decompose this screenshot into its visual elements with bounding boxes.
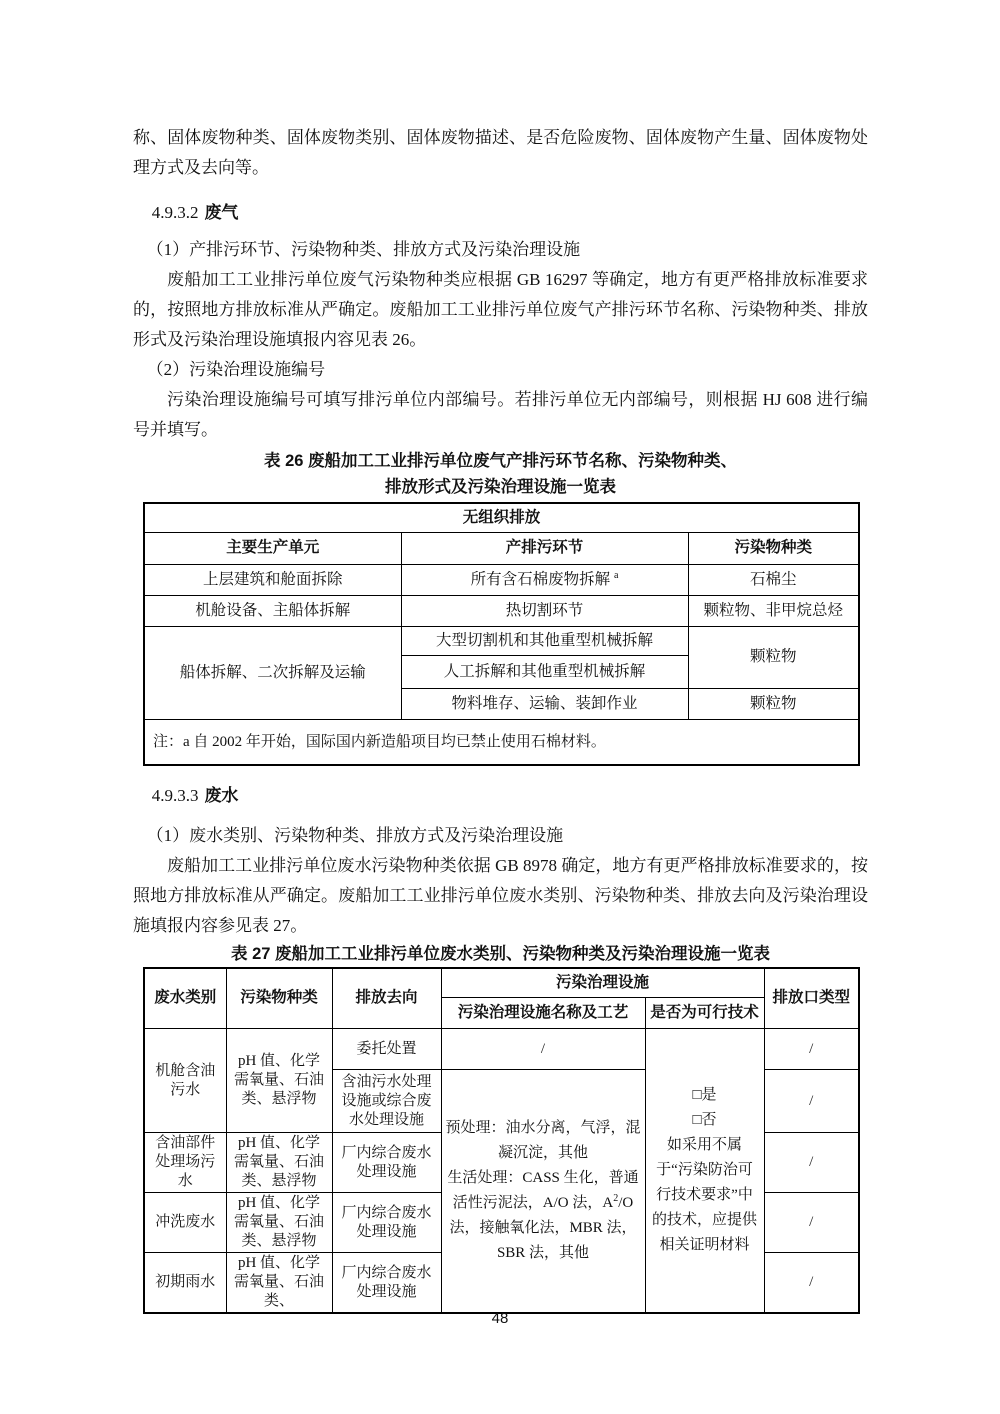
cell-unit-engine-room: 机舱设备、主船体拆解 (144, 595, 401, 626)
table26-title-line2: 排放形式及污染治理设施一览表 (385, 478, 616, 496)
gas-item-1: （1）产排污环节、污染物种类、排放方式及污染治理设施 (146, 240, 581, 259)
page-number: 48 (491, 1310, 509, 1327)
cell-stage-large-cutter: 大型切割机和其他重型机械拆解 (401, 626, 688, 655)
cell-outlet-slash-2 (764, 1070, 859, 1133)
table-row (144, 564, 859, 595)
cell-type-oily-parts-water: 含油部件处理场污水 (144, 1133, 226, 1193)
col-header-facility-name-process: 污染治理设施名称及工艺 (441, 998, 645, 1029)
water-paragraph-1: 废船加工工业排污单位废水污染物种类依据 GB 8978 确定，地方有更严格排放标准要求的，按照地方排放标准从严确定。废船加工工业排污单位废水类别、污染物种类、排放去向及污染治理设施填报内容参见表 27。 (133, 855, 868, 935)
col-header-treatment-facility-group: 污染治理设施 (441, 968, 764, 998)
facility-pretreatment: 预处理：油水分离，气浮，混凝沉淀，其他 (445, 1120, 641, 1161)
feasible-note: 如采用不属于“污染防治可行技术要求”中的技术，应提供相关证明材料 (652, 1137, 758, 1253)
col-header-discharge-destination: 排放去向 (332, 968, 441, 1029)
cell-pollutant-asbestos-dust: 石棉尘 (688, 564, 859, 595)
table27-title: 表 27 废船加工工业排污单位废水类别、污染物种类及污染治理设施一览表 (230, 944, 771, 963)
cell-unit-superstructure: 上层建筑和舱面拆除 (144, 564, 401, 595)
cell-outlet-slash-3 (764, 1133, 859, 1193)
cell-facility-slash (441, 1029, 645, 1070)
col-header-outlet-type: 排放口类型 (764, 968, 859, 1029)
table-row (144, 626, 859, 655)
cell-type-rinse-wastewater: 冲洗废水 (144, 1193, 226, 1253)
col-header-pollution-stage: 产排污环节 (401, 532, 688, 564)
water-item-1: （1）废水类别、污染物种类、排放方式及污染治理设施 (146, 825, 564, 845)
section-number: 4.9.3.2 (151, 203, 199, 222)
cell-dest-plant-comprehensive-2: 厂内综合废水处理设施 (332, 1193, 441, 1253)
intro-paragraph: 称、固体废物种类、固体废物类别、固体废物描述、是否危险废物、固体废物产生量、固体废物处理方式及去向等。 (133, 128, 868, 177)
facility-text-a: 生活处理：CASS 生化，普通活性污泥法，A/O 法，A (447, 1170, 639, 1211)
table-row (144, 503, 859, 532)
cell-pollutant-r3: pH 值、化学需氧量、石油类、悬浮物 (226, 1133, 332, 1193)
table-26 (143, 502, 860, 766)
cell-outlet-slash-1 (764, 1029, 859, 1070)
stage-text: 所有含石棉废物拆解 (470, 570, 611, 588)
cell-dest-plant-comprehensive-1: 厂内综合废水处理设施 (332, 1133, 441, 1193)
table-note-row (144, 719, 859, 765)
slash-mark: / (809, 1040, 814, 1057)
cell-feasible-technology (645, 1029, 764, 1314)
cell-pollutant-particulate-1: 颗粒物 (688, 626, 859, 688)
section-number: 4.9.3.3 (151, 785, 199, 805)
slash-mark: / (809, 1092, 814, 1109)
checkbox-yes[interactable]: □是 (692, 1087, 717, 1103)
checkbox-no[interactable]: □否 (692, 1112, 717, 1128)
table26-title-line1: 表 26 废船加工工业排污单位废气产排污环节名称、污染物种类、 (263, 452, 738, 470)
gas-paragraph-2: 污染治理设施编号可填写排污单位内部编号。若排污单位无内部编号，则根据 HJ 608 进行编号并填写。 (133, 390, 868, 439)
table-27 (143, 967, 860, 1315)
slash-mark: / (809, 1154, 814, 1170)
gas-paragraph-1: 废船加工工业排污单位废气污染物种类应根据 GB 16297 等确定，地方有更严格排放标准要求的，按照地方排放标准从严确定。废船加工工业排污单位废气产排污环节名称、污染物种类、排放形式及污染治理设施填报内容见表 26。 (133, 270, 868, 349)
section-heading-4-9-3-3 (133, 781, 868, 811)
cell-stage-asbestos (401, 564, 688, 595)
table26-note: 注：a 自 2002 年开始，国际国内新造船项目均已禁止使用石棉材料。 (144, 719, 859, 765)
section-title: 废水 (204, 785, 239, 805)
col-header-wastewater-type: 废水类别 (144, 968, 226, 1029)
cell-unit-hull-dismantle: 船体拆解、二次拆解及运输 (144, 626, 401, 719)
cell-stage-manual-dismantle: 人工拆解和其他重型机械拆解 (401, 655, 688, 688)
cell-pollutant-r1: pH 值、化学需氧量、石油类、悬浮物 (226, 1029, 332, 1133)
cell-dest-oily-water-facility: 含油污水处理设施或综合废水处理设施 (332, 1070, 441, 1133)
cell-type-initial-rainwater: 初期雨水 (144, 1253, 226, 1314)
superscript-2: 2 (613, 1193, 619, 1204)
slash-mark: / (809, 1274, 814, 1290)
cell-outlet-slash-5 (764, 1253, 859, 1314)
cell-pollutant-particulate-2: 颗粒物 (688, 688, 859, 719)
page-content (133, 123, 868, 1314)
section-heading-4-9-3-2 (133, 198, 868, 228)
cell-type-engine-room-oily-water: 机舱含油污水 (144, 1029, 226, 1133)
cell-dest-plant-comprehensive-3: 厂内综合废水处理设施 (332, 1253, 441, 1314)
section-title: 废气 (204, 203, 239, 222)
cell-dest-entrusted-disposal: 委托处置 (332, 1029, 441, 1070)
cell-facility-name-process (441, 1070, 645, 1314)
cell-pollutant-r4: pH 值、化学需氧量、石油类、悬浮物 (226, 1193, 332, 1253)
cell-unorganized-emission: 无组织排放 (144, 503, 859, 532)
col-header-pollutant-type: 污染物种类 (688, 532, 859, 564)
cell-outlet-slash-4 (764, 1193, 859, 1253)
cell-pollutant-particulate-nmhc: 颗粒物、非甲烷总烃 (688, 595, 859, 626)
slash-mark: / (809, 1214, 814, 1230)
col-header-pollutant-type: 污染物种类 (226, 968, 332, 1029)
table-header-row (144, 968, 859, 998)
table-row (144, 595, 859, 626)
table-header-row (144, 532, 859, 564)
cell-stage-hot-cutting: 热切割环节 (401, 595, 688, 626)
gas-item-2: （2）污染治理设施编号 (146, 360, 326, 379)
slash-mark: / (540, 1040, 546, 1057)
cell-pollutant-r5: pH 值、化学需氧量、石油类、 (226, 1253, 332, 1314)
col-header-production-unit: 主要生产单元 (144, 532, 401, 564)
footnote-marker: a (613, 569, 619, 581)
facility-domestic-treatment (446, 1166, 641, 1266)
facility-text-b: /O 法，接触氧化法，MBR 法，SBR 法，其他 (449, 1195, 637, 1261)
table-row (144, 1029, 859, 1070)
col-header-feasible-technology: 是否为可行技术 (645, 998, 764, 1029)
cell-stage-material-storage: 物料堆存、运输、装卸作业 (401, 688, 688, 719)
